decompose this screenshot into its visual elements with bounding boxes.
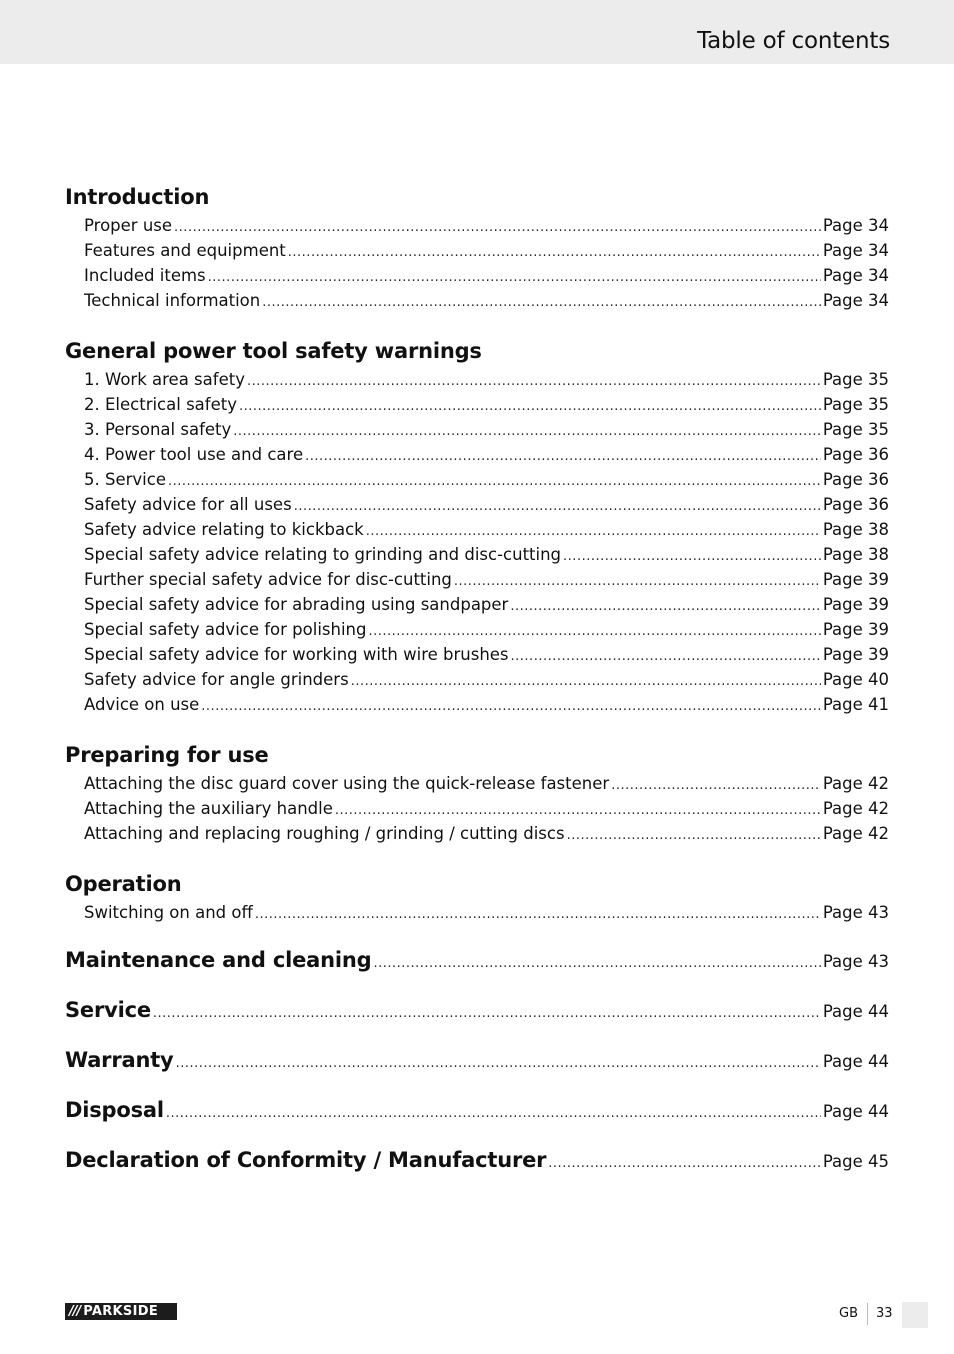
dot-leader xyxy=(247,367,821,394)
toc-heading-page: Page 43 xyxy=(822,952,889,971)
toc-entry-page: Page 36 xyxy=(822,495,889,514)
toc-entry[interactable] xyxy=(65,213,889,238)
dot-leader xyxy=(567,821,821,848)
dot-leader xyxy=(368,617,820,644)
dot-leader xyxy=(294,492,821,519)
toc-heading-label: Service xyxy=(65,998,151,1022)
dot-leader xyxy=(233,417,821,444)
toc-entry-label: 2. Electrical safety xyxy=(84,395,237,414)
dot-leader xyxy=(168,467,821,494)
section-title: Introduction xyxy=(65,185,210,209)
toc-heading-page: Page 45 xyxy=(822,1152,889,1171)
dot-leader xyxy=(305,442,821,469)
toc-section-safety-warnings xyxy=(65,335,889,717)
footer-divider xyxy=(867,1303,868,1325)
toc-entry-label: Proper use xyxy=(84,216,173,235)
toc-entry-label: Special safety advice for abrading using sandpaper xyxy=(84,595,509,614)
toc-entry-label: 3. Personal safety xyxy=(84,420,232,439)
header-band xyxy=(0,0,954,64)
toc-entry-page: Page 42 xyxy=(822,774,889,793)
toc-section-introduction xyxy=(65,181,889,313)
dot-leader xyxy=(373,937,820,989)
toc-entry-label: Advice on use xyxy=(84,695,200,714)
toc-entry-page: Page 40 xyxy=(822,670,889,689)
toc-entry-label: Features and equipment xyxy=(84,241,286,260)
table-of-contents xyxy=(65,181,889,1185)
toc-heading-label: Maintenance and cleaning xyxy=(65,948,372,972)
toc-entry-label: Safety advice for angle grinders xyxy=(84,670,349,689)
dot-leader xyxy=(548,1137,821,1189)
toc-entry-label: Technical information xyxy=(84,291,261,310)
dot-leader xyxy=(510,592,820,619)
section-title: General power tool safety warnings xyxy=(65,339,482,363)
toc-heading-entry[interactable] xyxy=(65,985,889,1035)
toc-entry[interactable] xyxy=(65,442,889,467)
toc-entry[interactable] xyxy=(65,592,889,617)
toc-heading-page: Page 44 xyxy=(822,1052,889,1071)
toc-entry[interactable] xyxy=(65,771,889,796)
toc-entry[interactable] xyxy=(65,692,889,717)
parkside-logo xyxy=(65,1303,177,1320)
toc-entry-page: Page 35 xyxy=(822,395,889,414)
toc-entry[interactable] xyxy=(65,796,889,821)
page-title: Table of contents xyxy=(697,28,890,54)
page-number: 33 xyxy=(876,1306,893,1321)
section-title: Preparing for use xyxy=(65,743,269,767)
dot-leader xyxy=(563,542,821,569)
toc-entry-page: Page 39 xyxy=(822,570,889,589)
toc-heading-label: Warranty xyxy=(65,1048,174,1072)
toc-heading-entry[interactable] xyxy=(65,1135,889,1185)
dot-leader xyxy=(166,1087,821,1139)
toc-entry[interactable] xyxy=(65,567,889,592)
toc-entry-page: Page 39 xyxy=(822,595,889,614)
toc-entry-label: Safety advice for all uses xyxy=(84,495,292,514)
dot-leader xyxy=(255,900,821,927)
toc-entry[interactable] xyxy=(65,821,889,846)
toc-entry-page: Page 41 xyxy=(822,695,889,714)
toc-section-operation xyxy=(65,868,889,925)
toc-entry[interactable] xyxy=(65,392,889,417)
toc-entry[interactable] xyxy=(65,492,889,517)
toc-heading-entry[interactable] xyxy=(65,935,889,985)
toc-entry-page: Page 39 xyxy=(822,620,889,639)
toc-entry[interactable] xyxy=(65,263,889,288)
dot-leader xyxy=(511,642,821,669)
toc-heading-entry[interactable] xyxy=(65,1035,889,1085)
page-tab-marker xyxy=(902,1302,928,1328)
toc-entry-label: 5. Service xyxy=(84,470,166,489)
toc-entry[interactable] xyxy=(65,617,889,642)
dot-leader xyxy=(611,771,821,798)
dot-leader xyxy=(239,392,821,419)
toc-entry-label: Attaching the auxiliary handle xyxy=(84,799,333,818)
toc-entry[interactable] xyxy=(65,900,889,925)
dot-leader xyxy=(454,567,821,594)
toc-entry[interactable] xyxy=(65,238,889,263)
dot-leader xyxy=(174,213,821,240)
toc-entry-page: Page 34 xyxy=(822,266,889,285)
toc-entry-page: Page 35 xyxy=(822,370,889,389)
toc-entry-label: 1. Work area safety xyxy=(84,370,245,389)
dot-leader xyxy=(153,987,821,1039)
dot-leader xyxy=(208,263,821,290)
toc-entry-page: Page 36 xyxy=(822,445,889,464)
toc-entry-page: Page 36 xyxy=(822,470,889,489)
toc-entry-page: Page 42 xyxy=(822,799,889,818)
language-code: GB xyxy=(839,1306,858,1321)
toc-entry-page: Page 34 xyxy=(822,241,889,260)
dot-leader xyxy=(262,288,821,315)
toc-entry-label: Special safety advice relating to grinding and disc-cutting xyxy=(84,545,562,564)
toc-entry-label: Safety advice relating to kickback xyxy=(84,520,364,539)
toc-entry-page: Page 43 xyxy=(822,903,889,922)
toc-entry[interactable] xyxy=(65,367,889,392)
toc-entry-label: Special safety advice for working with wire brushes xyxy=(84,645,509,664)
dot-leader xyxy=(201,692,821,719)
toc-entry[interactable] xyxy=(65,517,889,542)
toc-section-preparing-for-use xyxy=(65,739,889,846)
dot-leader xyxy=(366,517,821,544)
dot-leader xyxy=(176,1037,821,1089)
toc-heading-page: Page 44 xyxy=(822,1002,889,1021)
toc-entry[interactable] xyxy=(65,467,889,492)
toc-entry[interactable] xyxy=(65,542,889,567)
toc-entry-label: 4. Power tool use and care xyxy=(84,445,304,464)
toc-entry-page: Page 39 xyxy=(822,645,889,664)
toc-entry-page: Page 42 xyxy=(822,824,889,843)
toc-entry-label: Included items xyxy=(84,266,206,285)
dot-leader xyxy=(351,667,821,694)
toc-heading-page: Page 44 xyxy=(822,1102,889,1121)
toc-entry-label: Attaching the disc guard cover using the quick-release fastener xyxy=(84,774,610,793)
toc-entry-page: Page 34 xyxy=(822,216,889,235)
toc-entry[interactable] xyxy=(65,667,889,692)
toc-entry-page: Page 38 xyxy=(822,545,889,564)
toc-entry[interactable] xyxy=(65,417,889,442)
toc-heading-label: Declaration of Conformity / Manufacturer xyxy=(65,1148,547,1172)
toc-entry-label: Further special safety advice for disc-cutting xyxy=(84,570,452,589)
toc-entry[interactable] xyxy=(65,288,889,313)
toc-heading-label: Disposal xyxy=(65,1098,164,1122)
toc-entry-page: Page 34 xyxy=(822,291,889,310)
logo-text: PARKSIDE xyxy=(83,1304,159,1319)
toc-entry[interactable] xyxy=(65,642,889,667)
toc-heading-entry[interactable] xyxy=(65,1085,889,1135)
toc-entry-page: Page 38 xyxy=(822,520,889,539)
toc-entry-label: Switching on and off xyxy=(84,903,253,922)
section-title: Operation xyxy=(65,872,182,896)
toc-entry-page: Page 35 xyxy=(822,420,889,439)
toc-entry-label: Special safety advice for polishing xyxy=(84,620,367,639)
dot-leader xyxy=(288,238,821,265)
toc-entry-label: Attaching and replacing roughing / grinding / cutting discs xyxy=(84,824,565,843)
logo-slashes: /// xyxy=(69,1304,81,1319)
dot-leader xyxy=(335,796,821,823)
